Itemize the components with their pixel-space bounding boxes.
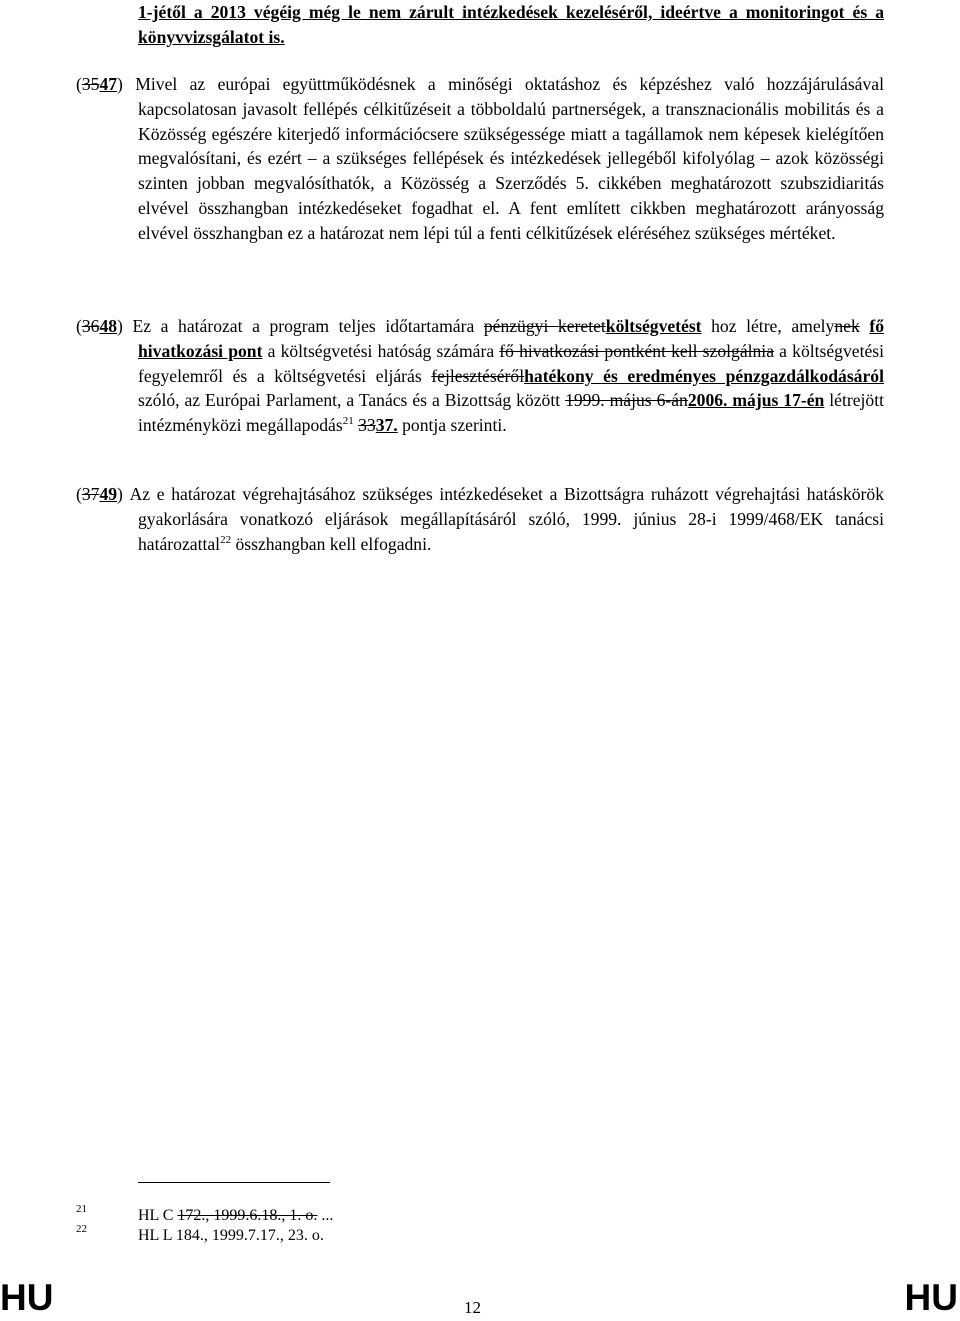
footnote-text: [138, 1206, 333, 1226]
num-deleted: 37: [81, 484, 100, 504]
num-close: ): [117, 484, 123, 504]
inserted-text: 2006. május 17-én: [687, 390, 825, 411]
num-inserted: 47: [99, 74, 118, 94]
inserted-text: 37.: [375, 415, 398, 436]
footnote-post: ...: [317, 1207, 334, 1224]
text-seg: összhangban kell elfogadni.: [231, 533, 432, 554]
footer-language-left: HU: [0, 1277, 54, 1318]
text-seg: Az e határozat végrehajtásához szükséges intézkedéseket a Bizottságra ruházott végrehajtási hatáskörök gyakorlására vonatkozó eljárások megállapításáról szóló, 1999. június 28-i 1999/468/EK tanácsi határozattal: [129, 484, 884, 554]
text-seg: a költségvetési hatóság számára: [262, 340, 500, 361]
inserted-text: fő hivatkozási pont: [138, 316, 884, 361]
text-seg: létrejött intézményközi megállapodás: [138, 390, 884, 436]
num-deleted: 35: [81, 74, 100, 94]
text-seg: pontja szerinti.: [397, 415, 507, 436]
recital-47: [76, 72, 884, 246]
num-open: (: [76, 484, 82, 504]
recital-number: [76, 74, 123, 94]
text-seg: szóló, az Európai Parlament, a Tanács és a Bizottság között: [138, 390, 566, 411]
recital-48: [76, 314, 884, 438]
recital-number: [76, 484, 123, 504]
footnote-number: 22: [76, 1223, 87, 1235]
recital-number: [76, 316, 123, 336]
num-open: (: [76, 316, 82, 336]
footer-language-right: HU: [904, 1277, 958, 1318]
num-open: (: [76, 74, 82, 94]
footnote-separator: [138, 1182, 330, 1183]
num-deleted: 36: [81, 316, 100, 336]
footnote-reference: 21: [342, 415, 354, 428]
deleted-text: 1999. május 6-án: [565, 390, 688, 411]
footnote-pre: HL L 184., 1999.7.17., 23. o.: [138, 1227, 324, 1244]
footnote-pre: HL C: [138, 1207, 178, 1224]
intro-text: 1-jétől a 2013 végéig még le nem zárult intézkedések kezeléséről, ideértve a monitoringot és a könyvvizsgálatot is.: [138, 2, 884, 47]
num-close: ): [117, 74, 123, 94]
inserted-text: költségvetést: [605, 316, 702, 336]
text-seg: a költségvetési fegyelemről és a költségvetési eljárás: [138, 340, 885, 386]
page-number: 12: [464, 1298, 481, 1317]
inserted-text: hatékony és eredményes pénzgazdálkodásáról: [524, 365, 884, 386]
intro-paragraph: [138, 0, 884, 50]
text-seg: hoz létre, amely: [701, 316, 835, 336]
num-inserted: 48: [99, 316, 118, 336]
deleted-text: pénzügyi keretet: [483, 316, 606, 336]
footnote-text: [138, 1226, 324, 1246]
text-seg: Ez a határozat a program teljes időtartamára: [132, 316, 484, 336]
text-seg: [860, 316, 870, 336]
recital-text: Mivel az európai együttműködésnek a minőségi oktatáshoz és képzéshez való hozzájárulásával kapcsolatosan javasolt fellépés célkitűzéseit a többoldalú partnerségek, a transznacionális mobilitás és a Közösség egészére kiterjedő információcsere szükségessége miatt a tagállamok nem képesek kielégítően megvalósítani, és ezért – a szükséges fellépések és intézkedések jellegéből kifolyólag – azok közösségi szinten jobban megvalósíthatók, a Közösség a Szerződés 5. cikkében meghatározott szubszidiaritás elvével összhangban intézkedéseket fogadhat el. A fent említett cikkben meghatározott arányosság elvével összhangban ez a határozat nem lépi túl a fenti célkitűzések eléréséhez szükséges mértéket.: [135, 74, 884, 243]
num-inserted: 49: [99, 484, 118, 504]
footnote-deleted: 172., 1999.6.18., 1. o.: [177, 1207, 318, 1224]
deleted-text: nek: [834, 316, 860, 336]
deleted-text: fejlesztéséről: [431, 365, 525, 386]
footnote-reference: 22: [220, 533, 232, 546]
footnote-number: 21: [76, 1203, 87, 1215]
recital-49: [76, 482, 884, 556]
deleted-text: 33: [358, 415, 376, 436]
deleted-text: fő hivatkozási pontként kell szolgálnia: [499, 340, 775, 361]
num-close: ): [117, 316, 123, 336]
